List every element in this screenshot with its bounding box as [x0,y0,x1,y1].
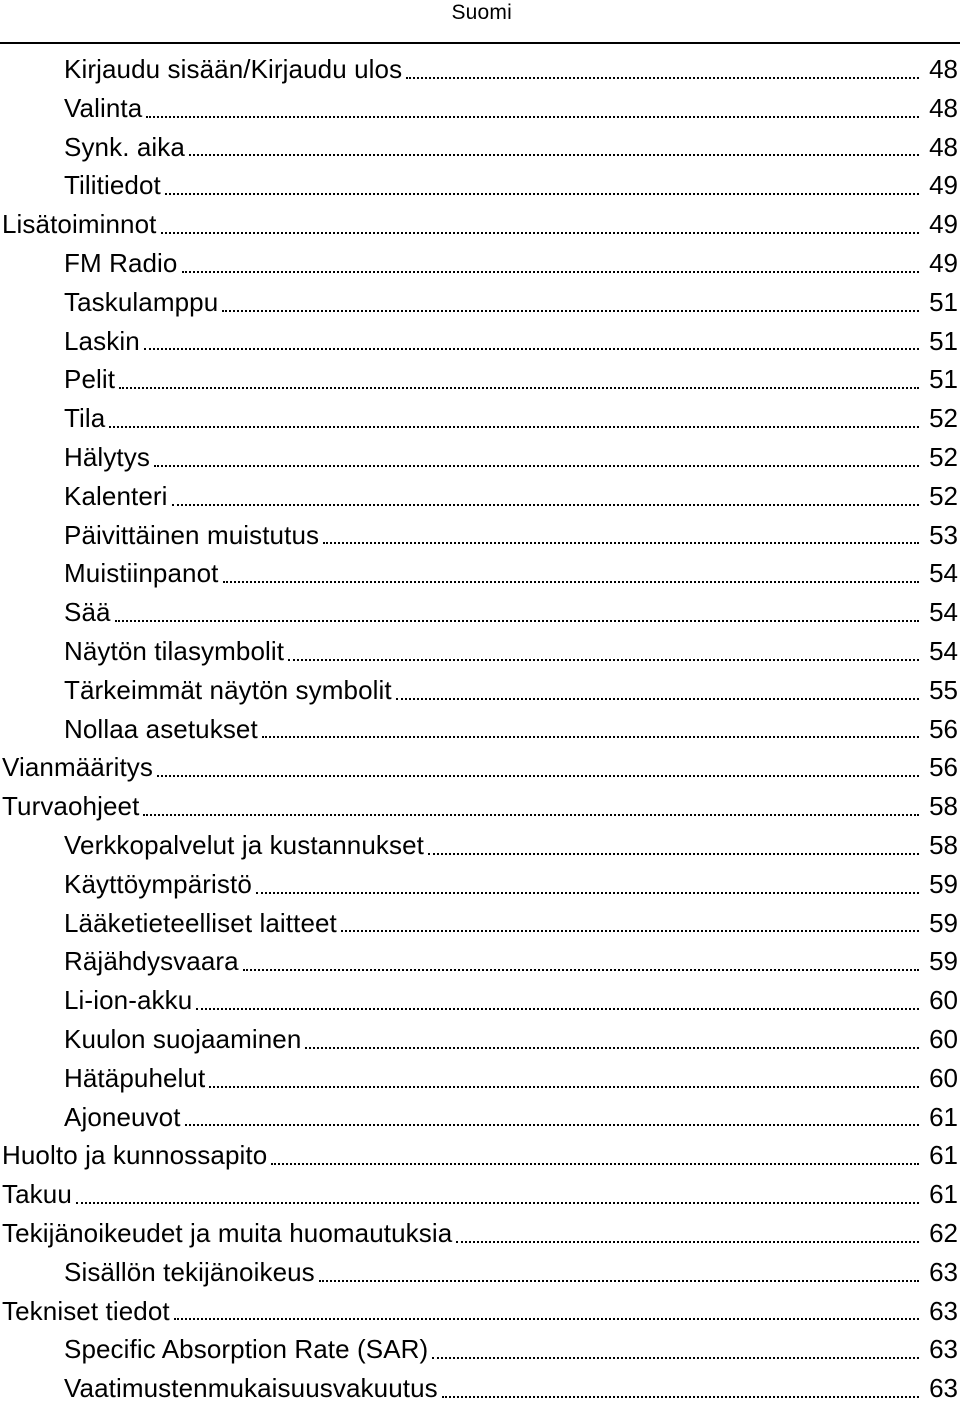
toc-dot-leader [396,671,919,710]
toc-entry-page-number: 54 [929,635,958,666]
toc-dot-leader [223,554,920,593]
toc-entry-title: FM Radio [64,247,178,278]
toc-entry-page-number: 51 [929,325,958,356]
toc-entry-page-number: 60 [929,1062,958,1093]
toc-entry-title: Takuu [2,1179,72,1210]
toc-entry-page-number: 59 [929,907,958,938]
page-header [0,0,960,44]
toc-entry-title: Ajoneuvot [64,1101,181,1132]
toc-entry[interactable] [0,50,958,89]
toc-entry[interactable] [0,632,958,671]
toc-dot-leader [154,438,919,477]
toc-entry-page-number: 49 [929,209,958,240]
toc-entry-title: Kalenteri [64,480,168,511]
toc-entry-title: Käyttöympäristö [64,868,252,899]
toc-dot-leader [288,632,919,671]
toc-entry-title: Nollaa asetukset [64,713,258,744]
toc-entry-title: Päivittäinen muistutus [64,519,320,550]
toc-entry[interactable] [0,1214,958,1253]
toc-dot-leader [406,50,919,89]
toc-entry[interactable] [0,1330,958,1369]
toc-entry-page-number: 63 [929,1256,958,1287]
toc-entry[interactable] [0,360,958,399]
toc-dot-leader [165,166,919,205]
toc-entry-title: Tilitiedot [64,170,161,201]
toc-dot-leader [76,1175,919,1214]
toc-entry-page-number: 54 [929,558,958,589]
toc-dot-leader [262,710,919,749]
toc-entry-page-number: 58 [929,829,958,860]
toc-entry[interactable] [0,826,958,865]
toc-dot-leader [109,399,919,438]
toc-entry[interactable] [0,205,958,244]
toc-entry-title: Sää [64,597,111,628]
toc-entry-title: Pelit [64,364,116,395]
toc-entry[interactable] [0,1098,958,1137]
toc-dot-leader [161,205,920,244]
toc-dot-leader [196,981,919,1020]
toc-dot-leader [442,1369,919,1408]
toc-entry[interactable] [0,904,958,943]
toc-dot-leader [428,826,919,865]
toc-entry[interactable] [0,1020,958,1059]
toc-entry-title: Hätäpuhelut [64,1062,206,1093]
header-divider [0,42,960,44]
toc-entry-title: Taskulamppu [64,286,219,317]
toc-entry[interactable] [0,1059,958,1098]
toc-entry[interactable] [0,244,958,283]
toc-entry-page-number: 48 [929,54,958,84]
toc-entry-page-number: 52 [929,441,958,472]
toc-entry-page-number: 51 [929,286,958,317]
toc-entry[interactable] [0,516,958,555]
toc-entry-title: Synk. aika [64,131,185,162]
toc-dot-leader [319,1253,919,1292]
toc-entry-title: Näytön tilasymbolit [64,635,285,666]
page-language-label: Suomi [451,1,512,24]
toc-entry[interactable] [0,128,958,167]
toc-dot-leader [341,904,919,943]
toc-entry-title: Specific Absorption Rate (SAR) [64,1334,429,1365]
toc-dot-leader [172,477,919,516]
toc-entry-page-number: 62 [929,1217,958,1248]
toc-dot-leader [157,748,919,787]
toc-entry-title: Tekijänoikeudet ja muita huomautuksia [2,1217,453,1248]
toc-dot-leader [222,283,919,322]
toc-entry-page-number: 56 [929,713,958,744]
toc-entry-title: Räjähdysvaara [64,946,239,977]
toc-dot-leader [119,360,919,399]
toc-entry-page-number: 48 [929,92,958,123]
toc-entry[interactable] [0,399,958,438]
toc-dot-leader [271,1136,919,1175]
toc-entry-page-number: 59 [929,868,958,899]
toc-entry[interactable] [0,1292,958,1331]
toc-entry[interactable] [0,593,958,632]
toc-entry-title: Li-ion-akku [64,985,193,1016]
table-of-contents [0,50,958,1408]
toc-entry-title: Hälytys [64,441,150,472]
toc-entry-title: Muistiinpanot [64,558,219,589]
toc-entry-page-number: 49 [929,170,958,201]
toc-entry[interactable] [0,477,958,516]
toc-entry[interactable] [0,671,958,710]
toc-entry-page-number: 61 [929,1101,958,1132]
toc-entry[interactable] [0,1136,958,1175]
toc-entry-title: Tärkeimmät näytön symbolit [64,674,392,705]
toc-entry-title: Huolto ja kunnossapito [2,1140,268,1171]
toc-dot-leader [323,516,919,555]
toc-entry-page-number: 55 [929,674,958,705]
toc-entry-page-number: 52 [929,403,958,434]
toc-entry-page-number: 48 [929,131,958,162]
toc-entry-title: Tila [64,403,106,434]
toc-entry-title: Kirjaudu sisään/Kirjaudu ulos [64,54,403,84]
toc-entry-title: Lisätoiminnot [2,209,157,240]
toc-entry[interactable] [0,322,958,361]
toc-dot-leader [432,1330,919,1369]
toc-entry-title: Turvaohjeet [2,791,140,822]
toc-dot-leader [189,128,919,167]
toc-entry[interactable] [0,166,958,205]
toc-entry-page-number: 54 [929,597,958,628]
toc-entry-page-number: 63 [929,1334,958,1365]
toc-entry-title: Vianmääritys [2,752,154,783]
toc-dot-leader [144,322,919,361]
toc-entry[interactable] [0,865,958,904]
toc-entry-title: Vaatimustenmukaisuusvakuutus [64,1373,438,1404]
toc-dot-leader [256,865,919,904]
toc-entry[interactable] [0,89,958,128]
toc-entry-title: Laskin [64,325,140,356]
toc-entry-title: Verkkopalvelut ja kustannukset [64,829,424,860]
toc-entry-title: Tekniset tiedot [2,1295,170,1326]
toc-entry-page-number: 58 [929,791,958,822]
toc-dot-leader [143,787,919,826]
toc-entry[interactable] [0,748,958,787]
toc-entry-title: Sisällön tekijänoikeus [64,1256,315,1287]
toc-dot-leader [115,593,919,632]
toc-entry-title: Valinta [64,92,143,123]
toc-dot-leader [185,1098,919,1137]
toc-entry[interactable] [0,438,958,477]
toc-entry-page-number: 60 [929,985,958,1016]
toc-entry-page-number: 63 [929,1373,958,1404]
toc-entry[interactable] [0,1369,958,1408]
toc-dot-leader [209,1059,919,1098]
toc-entry-page-number: 51 [929,364,958,395]
toc-dot-leader [456,1214,919,1253]
toc-entry-title: Kuulon suojaaminen [64,1023,302,1054]
toc-entry-page-number: 53 [929,519,958,550]
toc-dot-leader [243,942,919,981]
toc-dot-leader [305,1020,919,1059]
toc-entry[interactable] [0,1253,958,1292]
toc-dot-leader [146,89,919,128]
toc-entry[interactable] [0,981,958,1020]
toc-entry[interactable] [0,710,958,749]
toc-dot-leader [182,244,920,283]
toc-entry[interactable] [0,787,958,826]
toc-entry-page-number: 61 [929,1140,958,1171]
toc-entry-page-number: 52 [929,480,958,511]
toc-entry-page-number: 56 [929,752,958,783]
toc-entry[interactable] [0,942,958,981]
toc-entry-page-number: 60 [929,1023,958,1054]
toc-dot-leader [174,1292,919,1331]
toc-entry[interactable] [0,283,958,322]
toc-entry[interactable] [0,1175,958,1214]
toc-entry[interactable] [0,554,958,593]
toc-entry-page-number: 63 [929,1295,958,1326]
toc-entry-page-number: 49 [929,247,958,278]
toc-entry-title: Lääketieteelliset laitteet [64,907,337,938]
toc-entry-page-number: 61 [929,1179,958,1210]
toc-entry-page-number: 59 [929,946,958,977]
